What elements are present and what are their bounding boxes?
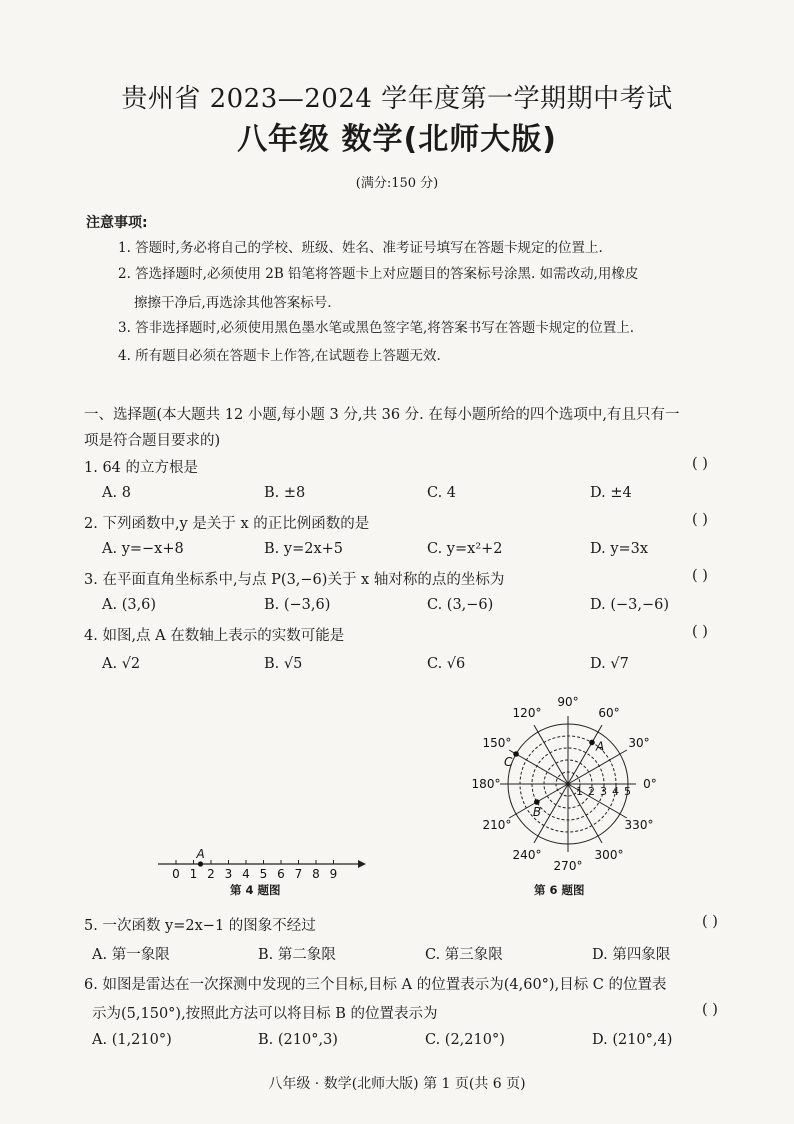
radar-ring-label: 4: [612, 785, 619, 798]
number-line-figure: [150, 846, 370, 886]
q2-option-d: D. y=3x: [590, 541, 649, 557]
notice-item-3: 3. 答非选择题时,必须使用黑色墨水笔或黑色签字笔,将答案书写在答题卡规定的位置上.: [118, 320, 635, 336]
question-3-stem: 3. 在平面直角坐标系中,与点 P(3,−6)关于 x 轴对称的点的坐标为: [84, 572, 505, 588]
number-line-tick-label: 3: [224, 867, 233, 881]
question-4-stem: 4. 如图,点 A 在数轴上表示的实数可能是: [84, 628, 345, 644]
number-line-arrow-icon: [358, 860, 366, 868]
exam-subtitle: 八年级 数学(北师大版): [237, 122, 557, 157]
full-score: (满分:150 分): [355, 176, 439, 191]
number-line-tick-label: 9: [329, 867, 338, 881]
radar-angle-label: 30°: [628, 736, 650, 750]
radar-angle-label: 60°: [598, 705, 620, 720]
number-line-tick-label: 6: [277, 867, 285, 881]
answer-paren-6: ( ): [702, 1002, 718, 1018]
notice-title: 注意事项:: [86, 215, 148, 231]
radar-angle-label: 0°: [643, 777, 657, 791]
question-2-stem: 2. 下列函数中,y 是关于 x 的正比例函数的是: [84, 516, 370, 532]
q5-option-c: C. 第三象限: [425, 947, 503, 963]
radar-ring-label: 1: [576, 785, 583, 798]
radar-ring-label: 5: [624, 785, 631, 798]
radar-angle-label: 90°: [557, 695, 579, 709]
q2-option-b: B. y=2x+5: [264, 541, 343, 557]
q5-option-b: B. 第二象限: [258, 947, 336, 963]
q1-option-c: C. 4: [427, 485, 457, 501]
radar-target-label: B: [532, 805, 542, 819]
q1-option-d: D. ±4: [590, 485, 632, 501]
radar-target-label: C: [504, 755, 513, 769]
answer-paren-1: ( ): [692, 456, 708, 472]
number-line-tick-label: 1: [189, 867, 198, 881]
q5-option-a: A. 第一象限: [92, 947, 170, 963]
page-footer: 八年级 · 数学(北师大版) 第 1 页(共 6 页): [268, 1076, 526, 1092]
number-line-point-a: [198, 861, 203, 866]
q4-option-d: D. √7: [590, 656, 629, 672]
radar-angle-label: 330°: [624, 818, 654, 832]
answer-paren-2: ( ): [692, 512, 708, 528]
q4-option-a: A. √2: [102, 656, 141, 672]
number-line-tick-label: 7: [294, 867, 303, 881]
radar-angle-label: 300°: [594, 848, 624, 863]
answer-paren-3: ( ): [692, 568, 708, 584]
q2-option-c: C. y=x²+2: [427, 541, 503, 557]
radar-angle-label: 150°: [482, 736, 512, 750]
question-1-stem: 1. 64 的立方根是: [84, 460, 199, 476]
number-line-tick-label: 0: [172, 867, 180, 881]
figure-6-caption: 第 6 题图: [534, 883, 585, 897]
section-heading-line2: 项是符合题目要求的): [84, 433, 221, 449]
number-line-tick-label: 5: [259, 867, 268, 881]
radar-spoke-30: [568, 750, 627, 784]
radar-figure: [450, 684, 680, 884]
question-6-stem-line2: 示为(5,150°),按照此方法可以将目标 B 的位置表示为: [92, 1006, 438, 1022]
q3-option-b: B. (−3,6): [264, 597, 331, 613]
radar-angle-label: 120°: [512, 705, 542, 720]
radar-target-b: [534, 799, 540, 805]
q4-option-b: B. √5: [264, 656, 303, 672]
section-heading: [84, 402, 764, 454]
q5-option-d: D. 第四象限: [592, 947, 671, 963]
q6-option-b: B. (210°,3): [258, 1032, 338, 1048]
q3-option-a: A. (3,6): [102, 597, 157, 613]
number-line-tick-label: 8: [312, 867, 320, 881]
q1-option-b: B. ±8: [264, 485, 306, 501]
answer-paren-4: ( ): [692, 624, 708, 640]
q6-option-c: C. (2,210°): [425, 1032, 505, 1048]
number-line-tick-label: 2: [207, 867, 215, 881]
q3-option-d: D. (−3,−6): [590, 597, 669, 613]
number-line-tick-label: 4: [242, 867, 250, 881]
exam-title: 贵州省 2023—2024 学年度第一学期期中考试: [121, 84, 673, 114]
radar-spoke-300: [568, 784, 602, 843]
radar-angle-label: 180°: [471, 777, 501, 791]
q4-option-c: C. √6: [427, 656, 466, 672]
radar-target-c: [513, 751, 519, 757]
notice-item-2: 2. 答选择题时,必须使用 2B 铅笔将答题卡上对应题目的答案标号涂黑. 如需改动,用橡皮: [118, 266, 639, 282]
figure-4-caption: 第 4 题图: [230, 883, 281, 897]
radar-angle-label: 210°: [482, 818, 512, 832]
radar-ring-label: 3: [600, 785, 607, 798]
number-line-point-label: A: [196, 847, 205, 861]
radar-angle-label: 240°: [512, 848, 542, 863]
radar-target-a: [589, 740, 595, 746]
answer-paren-5: ( ): [702, 914, 718, 930]
q2-option-a: A. y=−x+8: [102, 541, 184, 557]
notice-item-4: 4. 所有题目必须在答题卡上作答,在试题卷上答题无效.: [118, 348, 441, 364]
radar-spoke-60: [568, 725, 605, 784]
section-heading-line1: 一、选择题(本大题共 12 小题,每小题 3 分,共 36 分. 在每小题所给的四个选项中,有且只有一: [84, 407, 680, 423]
radar-spoke-120: [534, 725, 568, 784]
question-6-stem-line1: 6. 如图是雷达在一次探测中发现的三个目标,目标 A 的位置表示为(4,60°),目标 C 的位置表: [84, 977, 667, 993]
radar-angle-label: 270°: [553, 859, 583, 873]
q3-option-c: C. (3,−6): [427, 597, 494, 613]
question-5-stem: 5. 一次函数 y=2x−1 的图象不经过: [84, 918, 316, 934]
radar-ring-label: 2: [588, 785, 595, 798]
q6-option-d: D. (210°,4): [592, 1032, 673, 1048]
q6-option-a: A. (1,210°): [92, 1032, 172, 1048]
notice-item-1: 1. 答题时,务必将自己的学校、班级、姓名、准考证号填写在答题卡规定的位置上.: [118, 240, 603, 256]
notice-item-2-cont: 擦擦干净后,再选涂其他答案标号.: [134, 295, 332, 311]
q1-option-a: A. 8: [102, 485, 131, 501]
radar-target-label: A: [596, 739, 605, 754]
